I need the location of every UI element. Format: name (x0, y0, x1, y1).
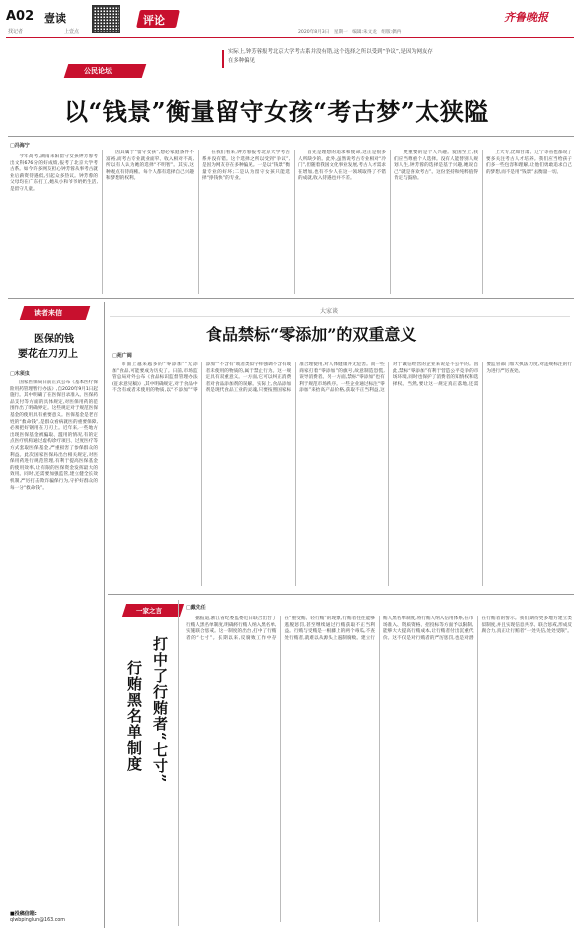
lead-column-5: 更重要的是个人兴趣。爱国至上,我们应当尊重个人选择。没有人能替别人规划人生,钟芳蓉的选择是基于兴趣,她说自己“就是喜欢考古”。这份坚持和纯粹值得肯定与鼓励。 (394, 150, 478, 182)
lead-column-3: 在我们看来,钟芳蓉报考北京大学考古系并没有错。这个选择之所以受到“争议”,是因为网友存在多种偏见。一是以“钱景”衡量专业的好坏;二是认为留守女孩只能选择“挣钱快”的专业。 (202, 150, 290, 182)
bottom-headline-1: 打中了行贿者“七寸” (151, 636, 169, 784)
date-line: 2020年8月3日 星期一 编辑:朱文龙 组版:偶冉 (298, 30, 402, 35)
middle-bottom-rule (108, 594, 574, 595)
lead-summary-bar (222, 50, 224, 68)
masthead-rule (6, 37, 574, 38)
page-number: A02 (6, 9, 35, 24)
lead-headline: 以“钱景”衡量留守女孩“考古梦”太狭隘 (64, 97, 489, 126)
submission-label: ■投稿信箱: (10, 911, 37, 917)
middle-tag-rule (110, 316, 570, 317)
lead-column-2: 因其属于“留守女孩”,想必家庭条件不富裕,而考古专业就业面窄、收入相对不高,所以有人认为她的选择“不明智”。其实,这种观点有待商榷。每个人都有选择自己兴趣和梦想的权利。 (106, 150, 194, 182)
middle-headline: 食品禁标“零添加”的双重意义 (206, 325, 417, 344)
bottom-tag: 一家之言 (136, 607, 162, 615)
lead-column-4: 首先是理想的追求和使命,这正是很多人所缺少的。此外,虽然说考古专业相对“冷门”,但随着我国文化事业发展,考古人才需求在增加,也有不少人在这一领域取得了不错的成就,收入待遇也并不差。 (298, 150, 386, 182)
lead-author: □冯海宁 (10, 143, 30, 149)
reader-tag: 读者来信 (34, 309, 62, 317)
lead-headline-rule (8, 136, 574, 137)
lead-tag: 公民论坛 (84, 67, 112, 75)
middle-tag: 大家谈 (320, 308, 339, 315)
reader-text: 国家医保局日前正式公布《基本医疗保险用药管理暂行办法》,自2020年9月1日起施行。其中明确了在医保目录准入、医保药品支付等方面的具体规定,对医保用药的范围作出了明确界定。这些规定对于规范医保基金的使用具有重要意义。医保基金是老百姓的“救命钱”,是群众看病就医的重要保障,必须把好钢用在刀刃上。近年来,一些地方出现医保基金被骗取、滥用的情况,有的定点医疗机构通过虚构诊疗项目、过度医疗等方式套取医保基金,严重损害了参保群众的利益。此次国家医保局出台相关规定,对医保用药进行规范管理,有利于提高医保基金的使用效率,让有限的医保资金发挥最大的效用。同时,还需要加强监管,建立健全长效机制,严厉打击欺诈骗保行为,守护好群众的每一分“救命钱”。 (10, 380, 98, 491)
middle-author: □苑广阔 (112, 353, 132, 359)
section-title: 评论 (143, 14, 165, 27)
masthead-sub2: 上壹点 (64, 29, 80, 35)
qr-code-icon[interactable] (92, 5, 120, 33)
lead-column-6: 上大专,比如甘肃、辽宁等省也都说了要多关注考古人才培养。我们应当给孩子们多一些包容和理解,让他们勇敢追求自己的梦想,而不是用“钱景”去衡量一切。 (486, 150, 572, 175)
newspaper-logo: 齐鲁晚报 (504, 11, 548, 24)
reader-author: □木须虫 (10, 371, 30, 377)
reader-headline-2: 要花在刀刃上 (18, 349, 78, 360)
bottom-author: □戴先任 (186, 605, 206, 611)
submission-email[interactable]: qlwbpinglun@163.com (10, 918, 65, 923)
reader-headline-1: 医保的钱 (34, 334, 74, 345)
lead-column-1: 今年高考,湖南耒阳留守女孩钟芳蓉考出文科676分的好成绩,报考了北京大学考古系。如今许多网友担心钟芳蓉从事考古就业后薪资待遇低,引起众多热议。钟芳蓉的父母均在广东打工,她从小和爷爷奶奶生活,是留守儿童。 (10, 154, 98, 192)
middle-text: 市面上越来越多的“零添加”“无添加”食品,可能要成为历史了。日前,市场监管总局对外公布《食品标识监督管理办法(征求意见稿)》,其中明确规定,对于食品中不含有或者未使用的物质,以“不添加”“零添加”“不含有”或者类似字样强调不含有或者未使用的物质的,属于禁止行为。这一规定具有双重意义。一方面,它可以纠正消费者对食品添加剂的误解。实际上,食品添加剂是现代食品工业的灵魂,只要按照国家标准合理使用,对人体健康并无危害。而一些商家打着“零添加”的旗号,故意制造恐慌,误导消费者。另一方面,禁标“零添加”也有利于规范市场秩序。一些企业通过标注“零添加”来抬高产品价格,获取不正当利益,这对于诚信经营的企业来说是不公平的。因此,禁标“零添加”有利于营造公平竞争的市场环境,同时也保护了消费者的知情权和选择权。当然,要让这一规定真正落地,还需要监管部门加大执法力度,对违规标注的行为进行严厉查处。 (112, 362, 572, 394)
bottom-text: 据报道,浙江省纪委监委近日联合出台了行贿人黑名单制度,明确将行贿人纳入黑名单,实施联合惩戒。这一制度的出台,打中了行贿者的“七寸”。长期以来,反腐败工作中存在“重受贿、轻行贿”的现象,行贿者往往能够逃脱惩罚,甚至继续通过行贿获取不正当利益。行贿与受贿是一根藤上的两个毒瓜,不查处行贿者,就难以从源头上遏制腐败。建立行贿人黑名单制度,将行贿人纳入信用体系,在市场准入、资质资格、招投标等方面予以限制,能够大大提高行贿成本,让行贿者付出沉重代价。这不仅是对行贿者的严厉惩罚,也是对潜在行贿者的警示。我们期待更多地方建立类似制度,并且实现信息共享、联合惩戒,形成反腐合力,真正让行贿者“一处失信,处处受限”。 (186, 616, 572, 641)
page-name: 壹读 (44, 12, 66, 25)
lead-summary: 实际上,钟芳蓉报考北京大学考古系并没有错,这个选择之所以受到“争议”,是因为网友存在多种偏见 (228, 49, 433, 64)
bottom-headline-2: 行贿黑名单制度 (125, 660, 143, 772)
masthead-sub1: 找记者 (8, 29, 24, 35)
lead-bottom-rule (8, 298, 574, 299)
